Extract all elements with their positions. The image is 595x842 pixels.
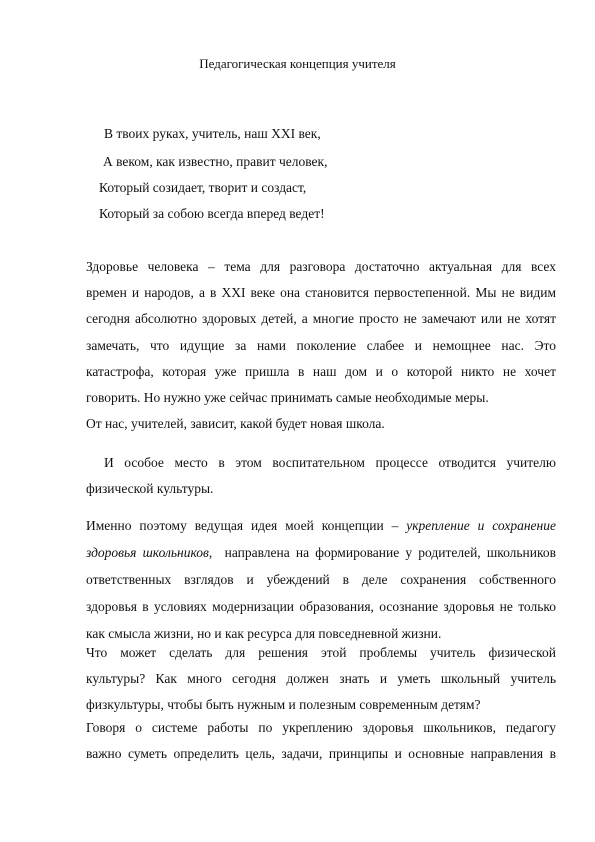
- paragraph-line: физкультуры, чтобы быть нужным и полезным современным детям?: [86, 697, 481, 712]
- paragraph-6: [86, 715, 556, 767]
- paragraph-text: направлена на формирование у родителей, школьников: [224, 545, 557, 560]
- paragraph-line: как смысла жизни, но и как ресурса для повседневной жизни.: [86, 626, 442, 641]
- paragraph-line: важно суметь определить цель, задачи, принципы и основные направления в: [86, 746, 556, 761]
- paragraph-text: Именно поэтому ведущая идея моей концепции –: [86, 518, 399, 533]
- poem-line-2: А веком, как известно, правит человек,: [103, 154, 328, 169]
- poem-line-3: Который созидает, творит и создаст,: [99, 180, 307, 195]
- paragraph-line: Говоря о системе работы по укреплению здоровья школьников, педагогу: [86, 720, 556, 735]
- paragraph-line: И особое место в этом воспитательном процессе отводится учителю: [104, 455, 556, 470]
- paragraph-line: Здоровье человека – тема для разговора достаточно актуальная для всех: [86, 259, 556, 274]
- paragraph-line: катастрофа, которая уже пришла в наш дом и о которой никто не хочет: [86, 363, 556, 379]
- poem-line-4: Который за собою всегда вперед ведет!: [99, 206, 325, 221]
- paragraph-line: сегодня абсолютно здоровых детей, а многие просто не замечают или не хотят: [86, 311, 556, 327]
- paragraph-5: [86, 640, 556, 718]
- paragraph-line: Что может сделать для решения этой проблемы учитель физической: [86, 645, 556, 660]
- paragraph-line: физической культуры.: [86, 481, 214, 496]
- paragraph-line: замечать, что идущие за нами поколение слабее и немощнее нас. Это: [86, 337, 556, 353]
- paragraph-line: [86, 539, 556, 566]
- poem-line-1: В твоих руках, учитель, наш XXI век,: [104, 126, 321, 141]
- document-title: Педагогическая концепция учителя: [199, 56, 396, 71]
- paragraph-4: [86, 512, 556, 647]
- paragraph-2: [86, 414, 556, 434]
- paragraph-line: [86, 512, 556, 539]
- paragraph-1: [86, 254, 556, 411]
- paragraph-line: времен и народов, а в XXI веке она становится первостепенной. Мы не видим: [86, 285, 556, 301]
- emphasis-text: укрепление и сохранение: [406, 518, 556, 533]
- paragraph-3: [86, 450, 556, 502]
- paragraph-line: здоровья в условиях модернизации образования, осознание здоровья не только: [86, 599, 556, 614]
- paragraph-line: От нас, учителей, зависит, какой будет новая школа.: [86, 416, 385, 431]
- emphasis-text: здоровья школьников,: [86, 545, 213, 560]
- paragraph-line: ответственных взглядов и убеждений в деле сохранения собственного: [86, 572, 556, 587]
- paragraph-line: культуры? Как много сегодня должен знать и уметь школьный учитель: [86, 671, 556, 686]
- paragraph-line: говорить. Но нужно уже сейчас принимать самые необходимые меры.: [86, 390, 489, 406]
